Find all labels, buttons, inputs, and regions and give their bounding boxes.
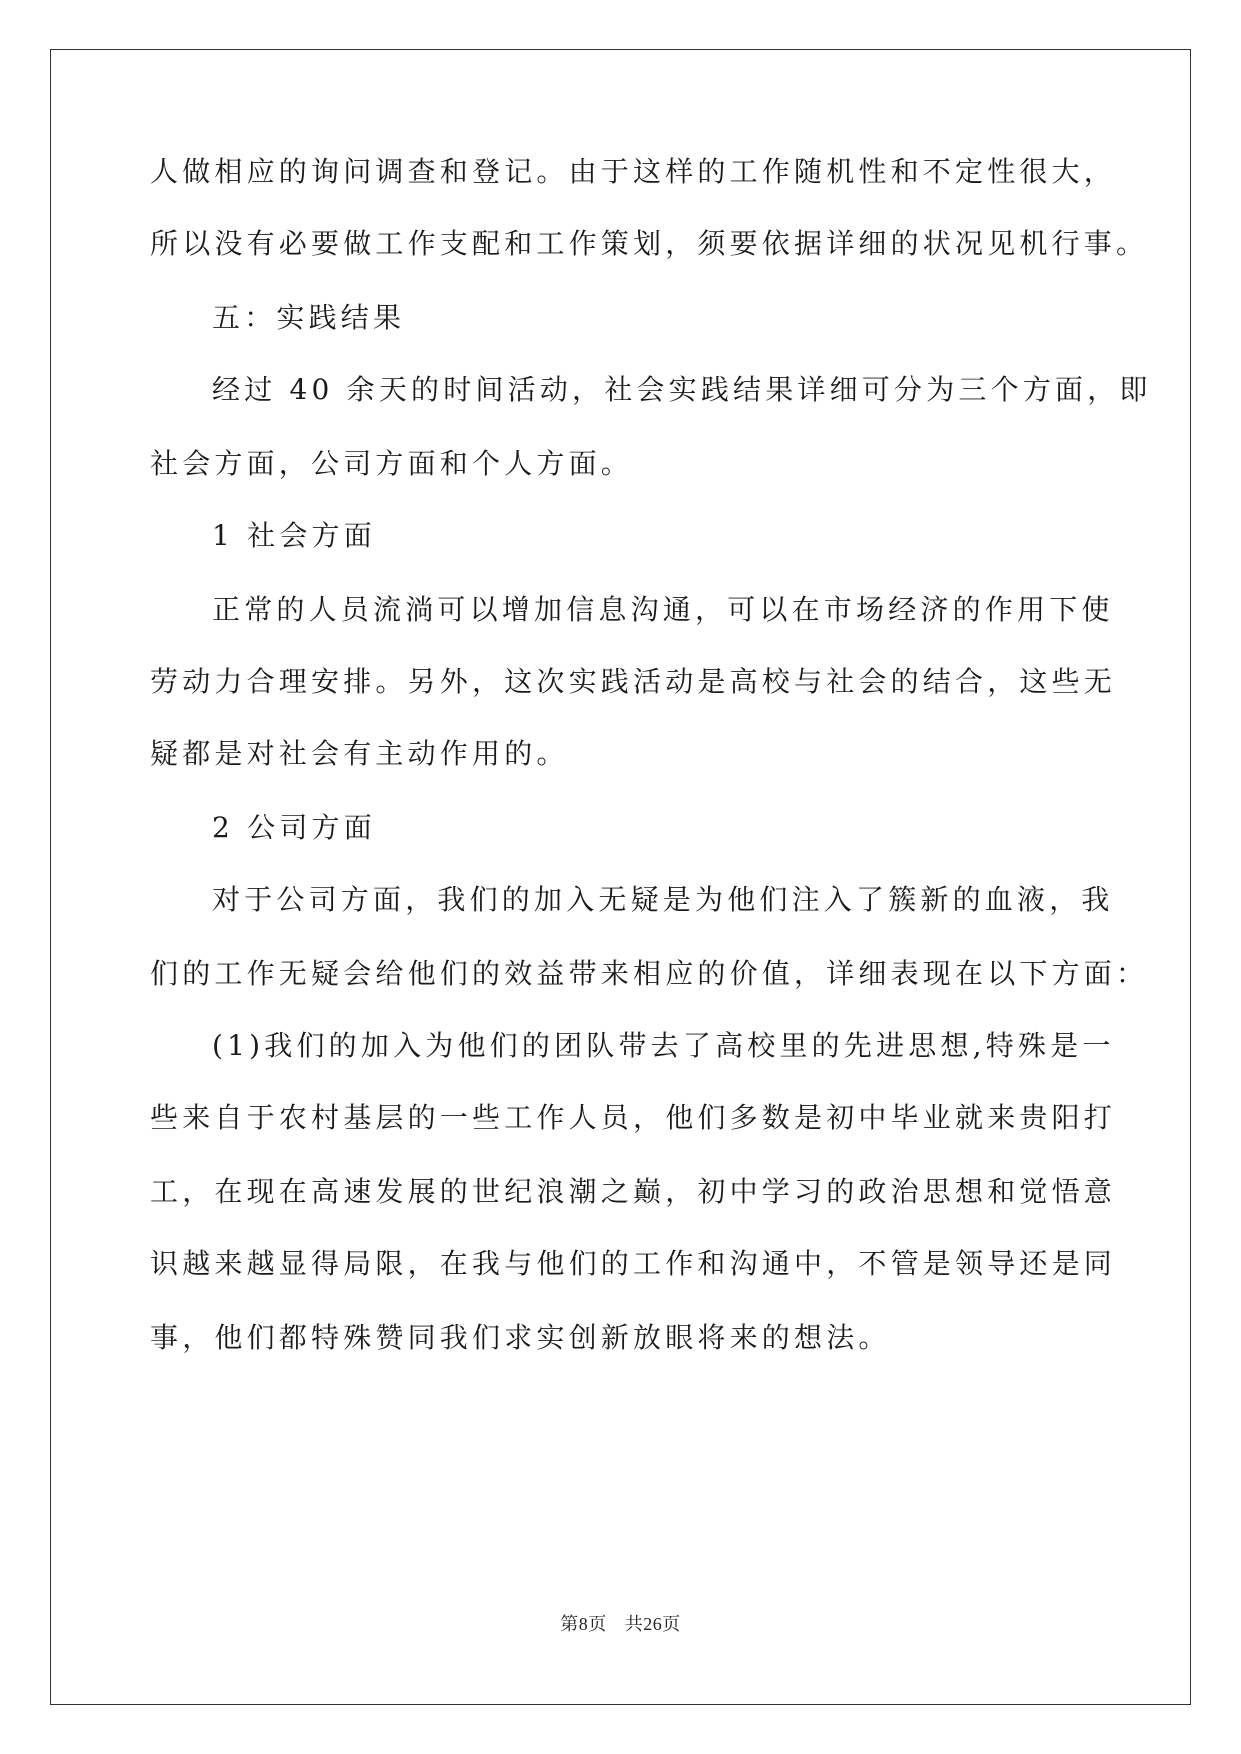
total-pages: 26 — [643, 1614, 663, 1634]
section-heading: 五：实践结果 — [212, 301, 406, 334]
paragraph-line: 所以没有必要做工作支配和工作策划，须要依据详细的状况见机行事。 — [150, 227, 1149, 260]
paragraph-line: 人做相应的询问调查和登记。由于这样的工作随机性和不定性很大， — [150, 155, 1117, 188]
total-prefix: 共 — [624, 1614, 644, 1635]
total-suffix: 页 — [662, 1614, 681, 1635]
paragraph-line: 事，他们都特殊赞同我们求实创新放眼将来的想法。 — [150, 1321, 891, 1354]
paragraph-line: 疑都是对社会有主动作用的。 — [150, 737, 569, 770]
page-suffix: 页 — [588, 1614, 607, 1635]
paragraph-line: 识越来越显得局限，在我与他们的工作和沟通中，不管是领导还是同 — [150, 1247, 1117, 1280]
paragraph-line: 劳动力合理安排。另外，这次实践活动是高校与社会的结合，这些无 — [150, 665, 1117, 698]
paragraph-line: (1)我们的加入为他们的团队带去了高校里的先进思想,特殊是一 — [212, 1029, 1115, 1062]
subsection-heading: 2 公司方面 — [212, 811, 376, 844]
paragraph-line: 些来自于农村基层的一些工作人员，他们多数是初中毕业就来贵阳打 — [150, 1101, 1117, 1134]
page-number: 8 — [578, 1614, 589, 1634]
page-prefix: 第 — [560, 1614, 579, 1635]
paragraph-line: 经过 40 余天的时间活动，社会实践结果详细可分为三个方面，即 — [212, 373, 1152, 406]
paragraph-line: 社会方面，公司方面和个人方面。 — [150, 447, 634, 480]
paragraph-line: 工，在现在高速发展的世纪浪潮之巅，初中学习的政治思想和觉悟意 — [150, 1175, 1117, 1208]
paragraph-line: 对于公司方面，我们的加入无疑是为他们注入了簇新的血液，我 — [212, 883, 1114, 916]
subsection-heading: 1 社会方面 — [212, 519, 376, 552]
paragraph-line: 们的工作无疑会给他们的效益带来相应的价值，详细表现在以下方面： — [150, 957, 1149, 990]
page-footer — [0, 1610, 1241, 1636]
paragraph-line: 正常的人员流淌可以增加信息沟通，可以在市场经济的作用下使 — [212, 593, 1114, 626]
